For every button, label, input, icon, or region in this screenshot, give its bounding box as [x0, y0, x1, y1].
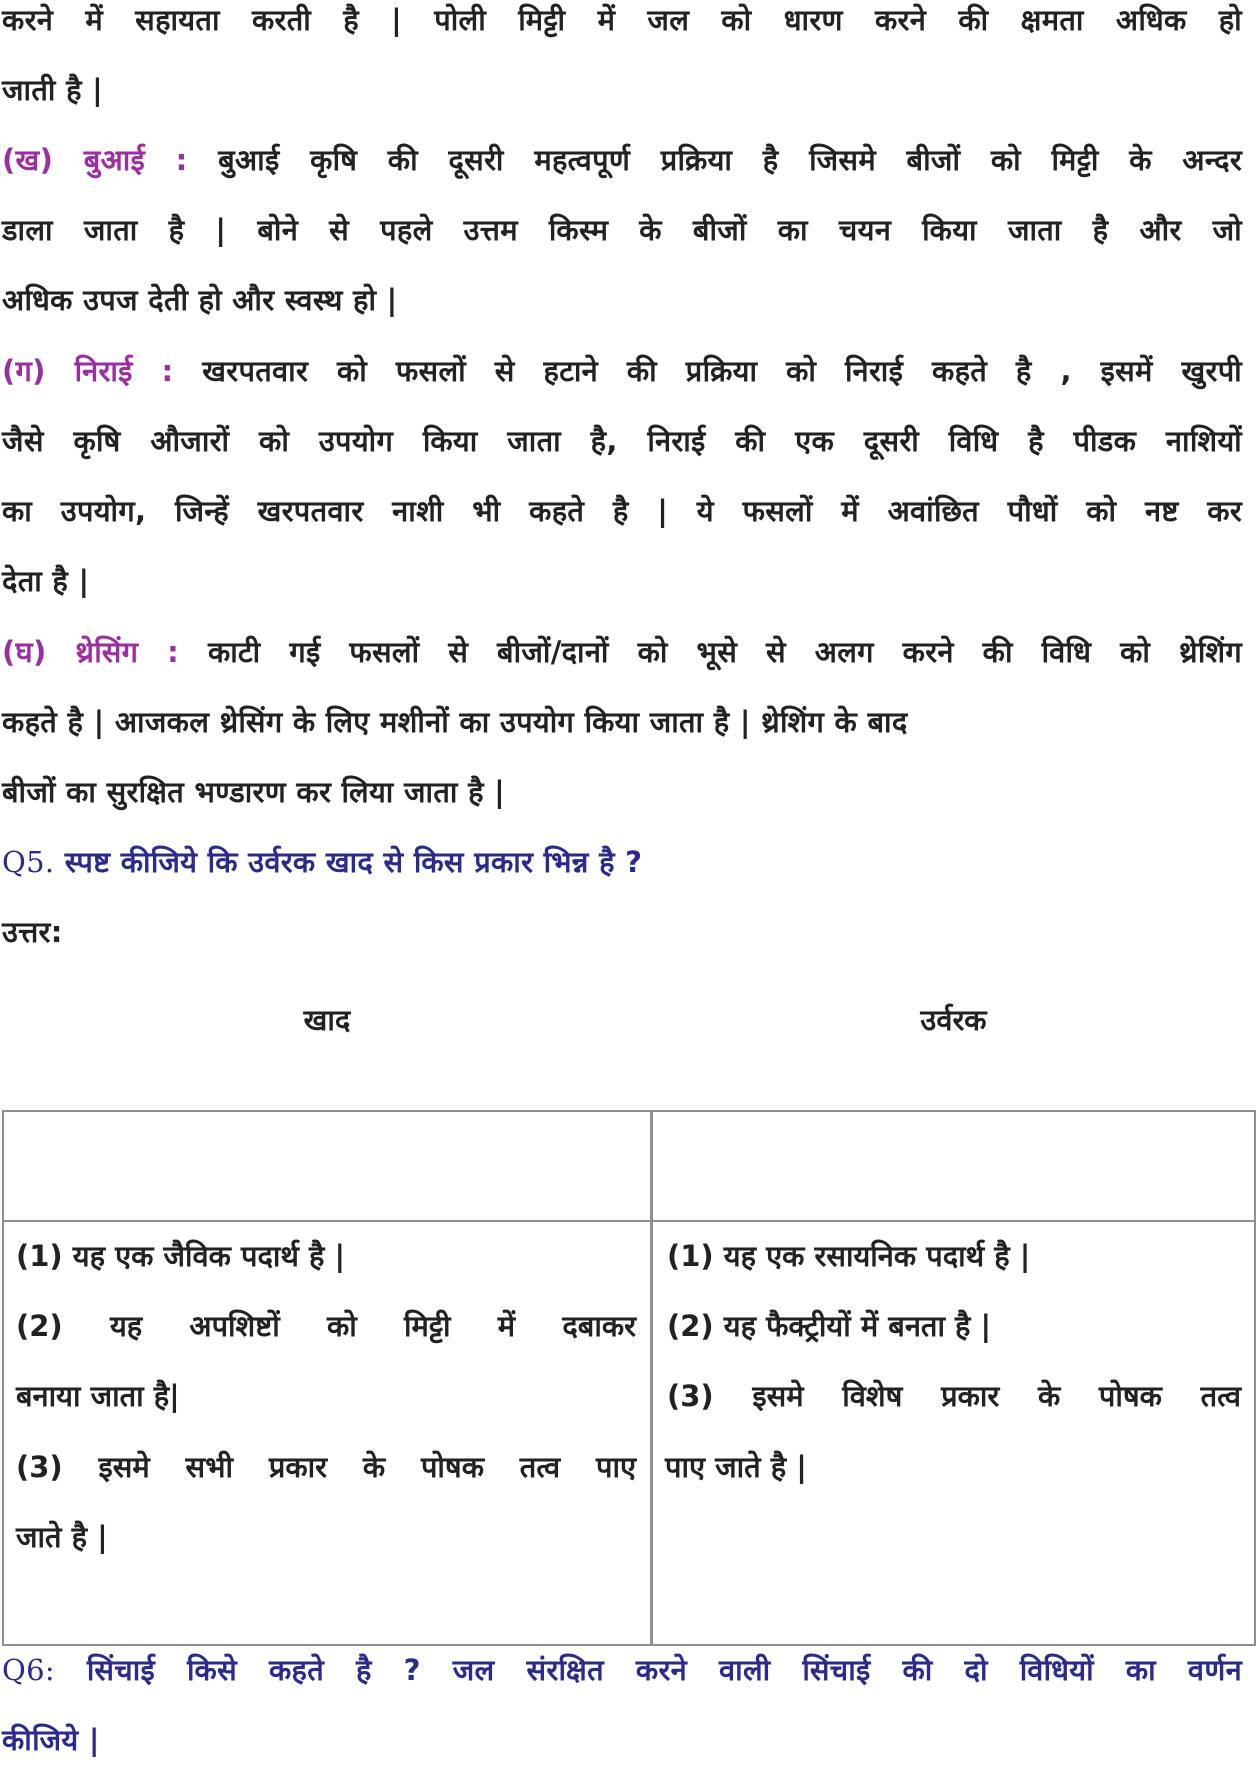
section-weeding-line-1	[2, 351, 1242, 391]
manure-point-2-line-2: बनाया जाता है|	[16, 1379, 180, 1413]
manure-point-3-line-1: (3) इसमे सभी प्रकार के पोषक तत्व पाए	[16, 1450, 636, 1484]
question-text: स्पष्ट कीजिये कि उर्वरक खाद से किस प्रकार भिन्न है ?	[64, 845, 643, 879]
intro-line-1: करने में सहायता करती है | पोली मिट्टी में जल को धारण करने की क्षमता अधिक हो	[2, 3, 1242, 37]
question-number: Q6:	[2, 1653, 55, 1687]
section-sowing-line-2: डाला जाता है | बोने से पहले उत्तम किस्म के बीजों का चयन किया जाता है और जो	[2, 213, 1242, 247]
table-header-divider	[2, 1220, 1256, 1222]
manure-point-3-line-2: जाते है |	[16, 1520, 108, 1554]
section-text: काटी गई फसलों से बीजों/दानों को भूसे से अलग करने की विधि को थ्रेशिंग	[207, 635, 1243, 669]
question-6-line-2: कीजिये |	[2, 1723, 100, 1757]
section-label-sowing: (ख) बुआई :	[2, 143, 188, 177]
question-5	[2, 842, 642, 882]
intro-line-2: जाती है |	[2, 73, 104, 107]
table-column-divider	[650, 1110, 653, 1646]
question-6-line-1	[2, 1650, 1242, 1690]
section-text: बुआई कृषि की दूसरी महत्वपूर्ण प्रक्रिया है जिसमे बीजों को मिट्टी के अन्दर	[218, 143, 1242, 177]
fertilizer-point-3-line-2: पाए जाते है |	[665, 1450, 807, 1484]
table-header-manure: खाद	[303, 1003, 351, 1037]
section-weeding-line-2: जैसे कृषि औजारों को उपयोग किया जाता है, निराई की एक दूसरी विधि है पीडक नाशियों	[2, 424, 1242, 458]
section-label-threshing: (घ) थ्रेसिंग :	[2, 635, 180, 669]
manure-point-1: (1) यह एक जैविक पदार्थ है |	[16, 1239, 346, 1273]
section-threshing-line-3: बीजों का सुरक्षित भण्डारण कर लिया जाता है |	[2, 775, 506, 809]
section-text: खरपतवार को फसलों से हटाने की प्रक्रिया को निराई कहते है , इसमें खुरपी	[202, 354, 1242, 388]
section-sowing-line-1	[2, 140, 1242, 180]
fertilizer-point-1: (1) यह एक रसायनिक पदार्थ है |	[667, 1239, 1031, 1273]
question-number: Q5.	[2, 845, 55, 879]
section-sowing-line-3: अधिक उपज देती हो और स्वस्थ हो |	[2, 283, 398, 317]
section-label-weeding: (ग) निराई :	[2, 354, 174, 388]
section-threshing-line-1	[2, 632, 1242, 672]
manure-point-2-line-1: (2) यह अपशिष्टों को मिट्टी में दबाकर	[16, 1309, 636, 1343]
section-threshing-line-2: कहते है | आजकल थ्रेसिंग के लिए मशीनों का उपयोग किया जाता है | थ्रेशिंग के बाद	[2, 705, 908, 739]
answer-label: उत्तर:	[2, 915, 63, 949]
question-text: सिंचाई किसे कहते है ? जल संरक्षित करने वाली सिंचाई की दो विधियों का वर्णन	[86, 1653, 1242, 1687]
fertilizer-point-3-line-1: (3) इसमे विशेष प्रकार के पोषक तत्व	[667, 1379, 1241, 1413]
fertilizer-point-2: (2) यह फैक्ट्रीयों में बनता है |	[667, 1309, 992, 1343]
table-header-fertilizer: उर्वरक	[920, 1003, 987, 1037]
section-weeding-line-3: का उपयोग, जिन्हें खरपतवार नाशी भी कहते है | ये फसलों में अवांछित पौधों को नष्ट कर	[2, 494, 1242, 528]
section-weeding-line-4: देता है |	[2, 564, 90, 598]
